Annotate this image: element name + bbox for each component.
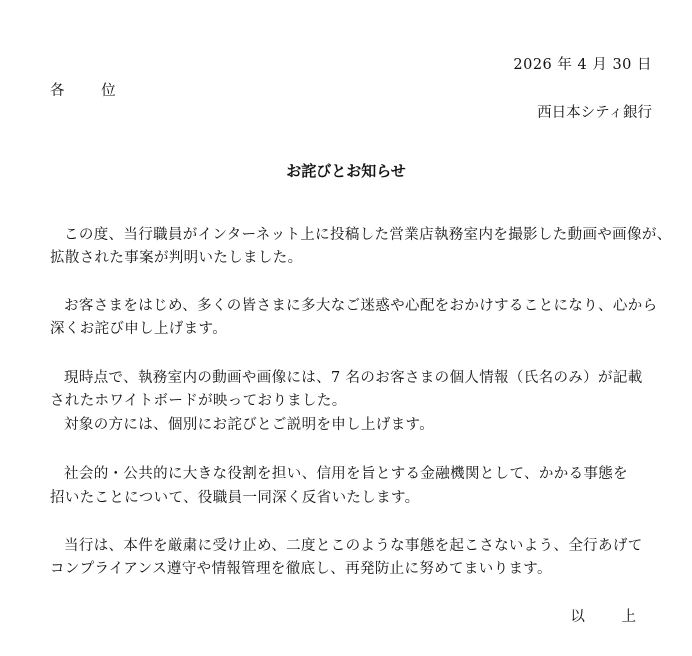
document-title: お詫びとお知らせ [286, 162, 406, 180]
paragraph-5-line-2: コンプライアンス遵守や情報管理を徹底し、再発防止に努めてまいります。 [50, 561, 552, 577]
paragraph-2-line-2: 深くお詫び申し上げます。 [50, 321, 228, 337]
paragraph-3-line-1: 現時点で、執務室内の動画や画像には、7 名のお客さまの個人情報（氏名のみ）が記載 [64, 370, 643, 386]
paragraph-1-line-2: 拡散された事案が判明いたしました。 [50, 250, 303, 266]
paragraph-2-line-1: お客さまをはじめ、多くの皆さまに多大なご迷惑や心配をおかけすることになり、心から [64, 298, 658, 314]
paragraph-1-line-1: この度、当行職員がインターネット上に投稿した営業店執務室内を撮影した動画や画像が、 [64, 227, 672, 243]
paragraph-3-line-2: されたホワイトボードが映っておりました。 [50, 393, 347, 409]
paragraph-3-line-3: 対象の方には、個別にお詫びとご説明を申し上げます。 [64, 417, 435, 433]
document-date: 2026 年 4 月 30 日 [513, 57, 652, 73]
issuer-name: 西日本シティ銀行 [537, 105, 652, 121]
addressee: 各 位 [50, 83, 132, 99]
closing-mark: 以 上 [570, 609, 652, 625]
paragraph-5-line-1: 当行は、本件を厳粛に受け止め、二度とこのような事態を起こさないよう、全行あげて [64, 538, 643, 554]
paragraph-4-line-2: 招いたことについて、役職員一同深く反省いたします。 [50, 490, 420, 506]
paragraph-4-line-1: 社会的・公共的に大きな役割を担い、信用を旨とする金融機関として、かかる事態を [64, 466, 629, 482]
